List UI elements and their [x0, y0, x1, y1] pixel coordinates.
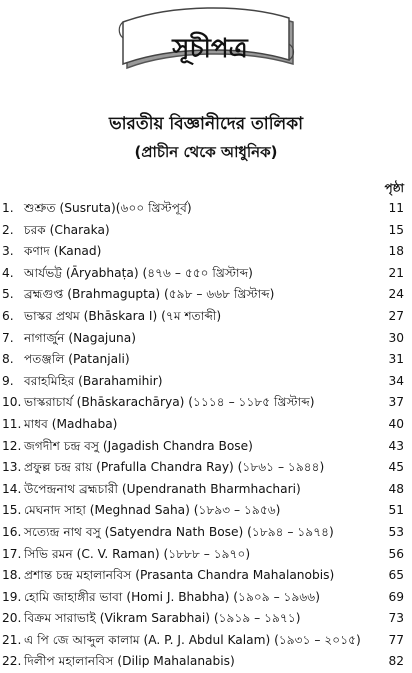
toc-entry: [0, 220, 412, 242]
entry-title: বিক্রম সারাভাই (Vikram Sarabhai) (১৯১৯ – ১৯৭১): [24, 611, 301, 626]
entry-page-number: 30: [388, 330, 404, 345]
entry-number: 18.: [2, 568, 22, 583]
entry-title: মেঘনাদ সাহা (Meghnad Saha) (১৮৯৩ – ১৯৫৬): [24, 503, 281, 518]
entry-title: পতঞ্জলি (Patanjali): [24, 352, 130, 367]
banner-title: সূচীপত্র: [172, 34, 248, 64]
entry-page-number: 43: [388, 438, 404, 453]
toc-entry: [0, 284, 412, 306]
entry-number: 22.: [2, 654, 22, 669]
entry-page-number: 11: [388, 201, 404, 215]
toc-entry: [0, 392, 412, 414]
toc-entry: [0, 565, 412, 587]
toc-entry: [0, 630, 412, 652]
entry-page-number: 18: [388, 244, 404, 259]
list-subtitle: (প্রাচীন থেকে আধুনিক): [134, 143, 278, 161]
toc-entry: [0, 544, 412, 566]
entry-page-number: 69: [388, 589, 404, 604]
toc-entry: [0, 436, 412, 458]
entry-title: প্রফুল্ল চন্দ্র রায় (Prafulla Chandra Ray) (১৮৬১ – ১৯৪৪): [24, 460, 325, 475]
toc-entry: [0, 522, 412, 544]
entry-number: 15.: [2, 503, 22, 518]
entry-title: কণাদ (Kanad): [24, 244, 102, 259]
entry-number: 8.: [2, 352, 14, 367]
entry-page-number: 37: [388, 395, 404, 410]
entry-number: 7.: [2, 330, 14, 345]
entry-number: 2.: [2, 222, 14, 237]
entry-page-number: 31: [388, 352, 404, 367]
toc-entry: [0, 349, 412, 371]
entry-number: 13.: [2, 460, 22, 475]
entry-page-number: 82: [388, 654, 404, 669]
entry-title: জগদীশ চন্দ্র বসু (Jagadish Chandra Bose): [24, 438, 253, 453]
entry-number: 19.: [2, 589, 22, 604]
toc-entry: [0, 479, 412, 501]
entry-number: 10.: [2, 395, 22, 410]
page-column-header: পৃষ্ঠা: [384, 181, 404, 195]
entry-title: বরাহমিহির (Barahamihir): [24, 373, 163, 388]
toc-entry: [0, 371, 412, 393]
entry-title: সিভি রমন (C. V. Raman) (১৮৮৮ – ১৯৭০): [24, 546, 251, 561]
entry-number: 1.: [2, 201, 14, 215]
toc-entry: [0, 651, 412, 673]
toc-list: [0, 198, 412, 673]
entry-number: 14.: [2, 481, 22, 496]
entry-page-number: 21: [388, 265, 404, 280]
entry-title: মাধব (Madhaba): [24, 416, 118, 431]
entry-title: উপেন্দ্রনাথ ব্রহ্মচারী (Upendranath Bharmhachari): [24, 481, 301, 496]
entry-title: প্রশান্ত চন্দ্র মহালানবিস (Prasanta Chandra Mahalanobis): [24, 568, 335, 583]
entry-number: 5.: [2, 287, 14, 302]
entry-page-number: 34: [388, 373, 404, 388]
entry-number: 17.: [2, 546, 22, 561]
entry-number: 16.: [2, 524, 22, 539]
entry-number: 20.: [2, 611, 22, 626]
toc-entry: [0, 263, 412, 285]
entry-page-number: 65: [388, 568, 404, 583]
entry-title: ভাস্করাচার্য (Bhāskarachārya) (১১১৪ – ১১৮৫ খ্রিস্টাব্দ): [24, 395, 315, 410]
toc-entry: [0, 328, 412, 350]
toc-entry: [0, 587, 412, 609]
entry-page-number: 48: [388, 481, 404, 496]
entry-title: এ পি জে আব্দুল কালাম (A. P. J. Abdul Kalam) (১৯৩১ – ২০১৫): [24, 632, 361, 647]
entry-title: ভাস্কর প্রথম (Bhāskara I) (৭ম শতাব্দী): [24, 308, 222, 323]
entry-number: 4.: [2, 265, 14, 280]
entry-number: 21.: [2, 632, 22, 647]
entry-page-number: 77: [388, 632, 404, 647]
entry-title: চরক (Charaka): [24, 222, 110, 237]
entry-title: আর্যভট্ট (Āryabhaṭa) (৪৭৬ – ৫৫০ খ্রিস্টাব্দ): [24, 265, 253, 280]
entry-title: নাগার্জুন (Nagajuna): [24, 330, 136, 345]
toc-entry: [0, 500, 412, 522]
entry-page-number: 51: [388, 503, 404, 518]
toc-entry: [0, 414, 412, 436]
entry-page-number: 27: [388, 308, 404, 323]
entry-number: 11.: [2, 416, 22, 431]
entry-title: হোমি জাহাঙ্গীর ভাবা (Homi J. Bhabha) (১৯০৯ – ১৯৬৬): [24, 589, 320, 604]
entry-title: শুশ্রুত (Susruta)(৬০০ খ্রিস্টপূর্ব): [24, 201, 192, 215]
entry-title: সত্যেন্দ্র নাথ বসু (Satyendra Nath Bose) (১৮৯৪ – ১৯৭৪): [24, 524, 334, 539]
entry-title: ব্রহ্মগুপ্ত (Brahmagupta) (৫৯৮ – ৬৬৮ খ্রিস্টাব্দ): [24, 287, 275, 302]
title-banner: [115, 4, 305, 82]
entry-title: দিলীপ মহালানবিস (Dilip Mahalanabis): [24, 654, 235, 669]
toc-entry: [0, 608, 412, 630]
entry-number: 6.: [2, 308, 14, 323]
entry-number: 9.: [2, 373, 14, 388]
entry-number: 12.: [2, 438, 22, 453]
entry-page-number: 56: [388, 546, 404, 561]
list-title: ভারতীয় বিজ্ঞানীদের তালিকা: [108, 114, 304, 134]
toc-entry: [0, 457, 412, 479]
toc-entry: [0, 198, 412, 220]
toc-entry: [0, 306, 412, 328]
entry-page-number: 40: [388, 416, 404, 431]
entry-page-number: 15: [388, 222, 404, 237]
toc-entry: [0, 241, 412, 263]
entry-page-number: 45: [388, 460, 404, 475]
entry-number: 3.: [2, 244, 14, 259]
entry-page-number: 53: [388, 524, 404, 539]
entry-page-number: 24: [388, 287, 404, 302]
entry-page-number: 73: [388, 611, 404, 626]
